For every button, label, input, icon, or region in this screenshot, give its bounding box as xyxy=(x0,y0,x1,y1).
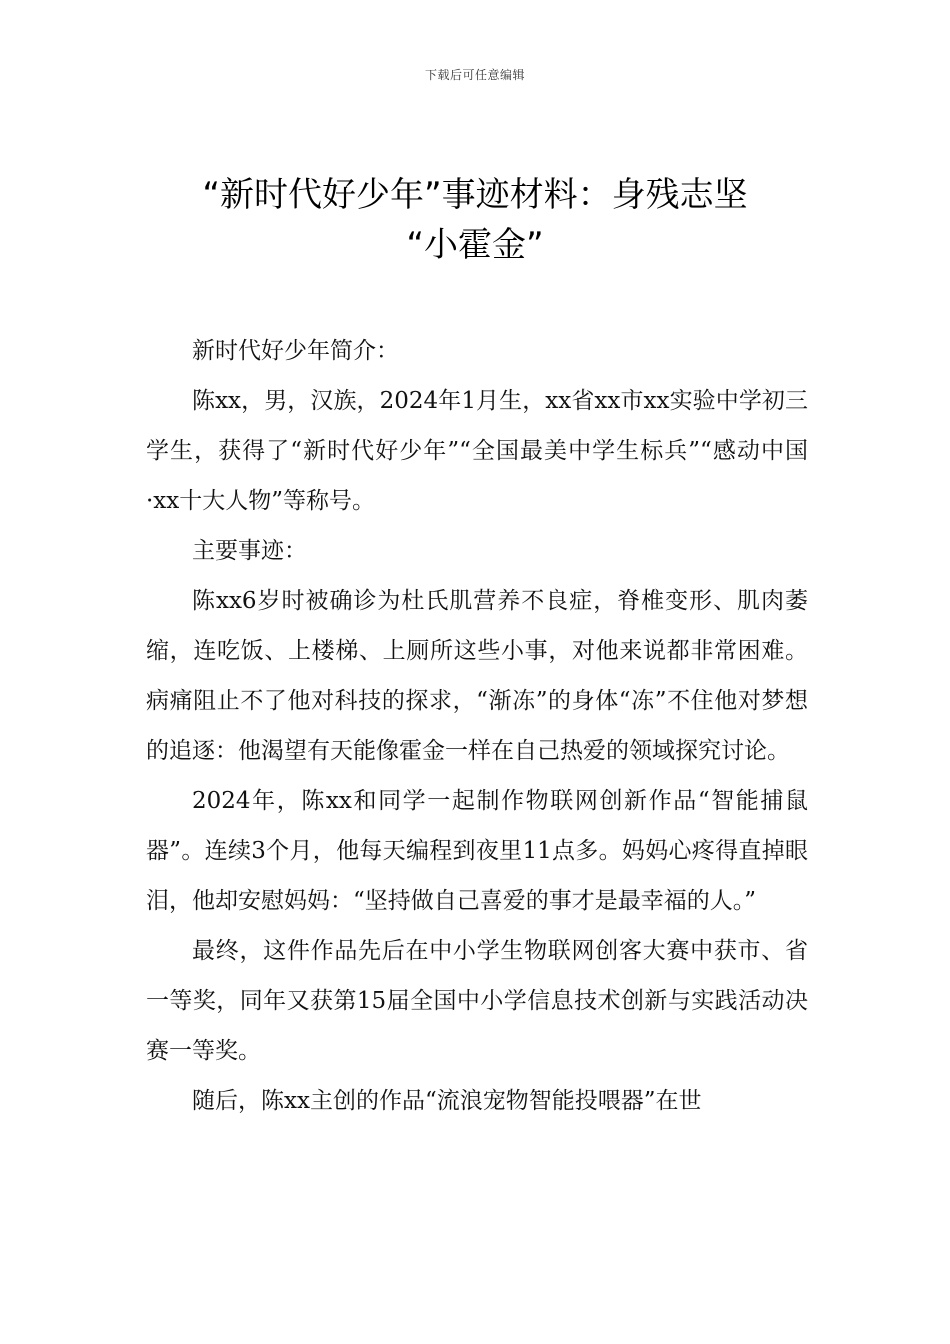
deeds-heading: 主要事迹： xyxy=(192,538,307,564)
intro-heading: 新时代好少年简介： xyxy=(192,338,399,364)
body-paragraph: 2024年，陈xx和同学一起制作物联网创新作品“智能捕鼠器”。连续3个月，他每天编程到夜里11点多。妈妈心疼得直掉眼泪，他却安慰妈妈：“坚持做自己喜爱的事才是最幸福的人。” xyxy=(146,788,808,914)
document-body xyxy=(146,326,808,1126)
body-paragraph: 陈xx6岁时被确诊为杜氏肌营养不良症，脊椎变形、肌肉萎缩，连吃饭、上楼梯、上厕所这些小事，对他来说都非常困难。病痛阻止不了他对科技的探求，“渐冻”的身体“冻”不住他对梦想的追逐：他渴望有天能像霍金一样在自己热爱的领域探究讨论。 xyxy=(146,588,808,764)
body-paragraph: 最终，这件作品先后在中小学生物联网创客大赛中获市、省一等奖，同年又获第15届全国中小学信息技术创新与实践活动决赛一等奖。 xyxy=(146,938,808,1064)
title-line-1: “新时代好少年”事迹材料：身残志坚 xyxy=(202,175,748,215)
header-note: 下载后可任意编辑 xyxy=(424,68,525,82)
intro-paragraph: 陈xx，男，汉族，2024年1月生，xx省xx市xx实验中学初三学生，获得了“新时代好少年”“全国最美中学生标兵”“感动中国·xx十大人物”等称号。 xyxy=(146,388,808,514)
title-line-2: “小霍金” xyxy=(406,225,544,265)
document-title xyxy=(120,170,830,270)
body-paragraph: 随后，陈xx主创的作品“流浪宠物智能投喂器”在世 xyxy=(192,1088,702,1114)
